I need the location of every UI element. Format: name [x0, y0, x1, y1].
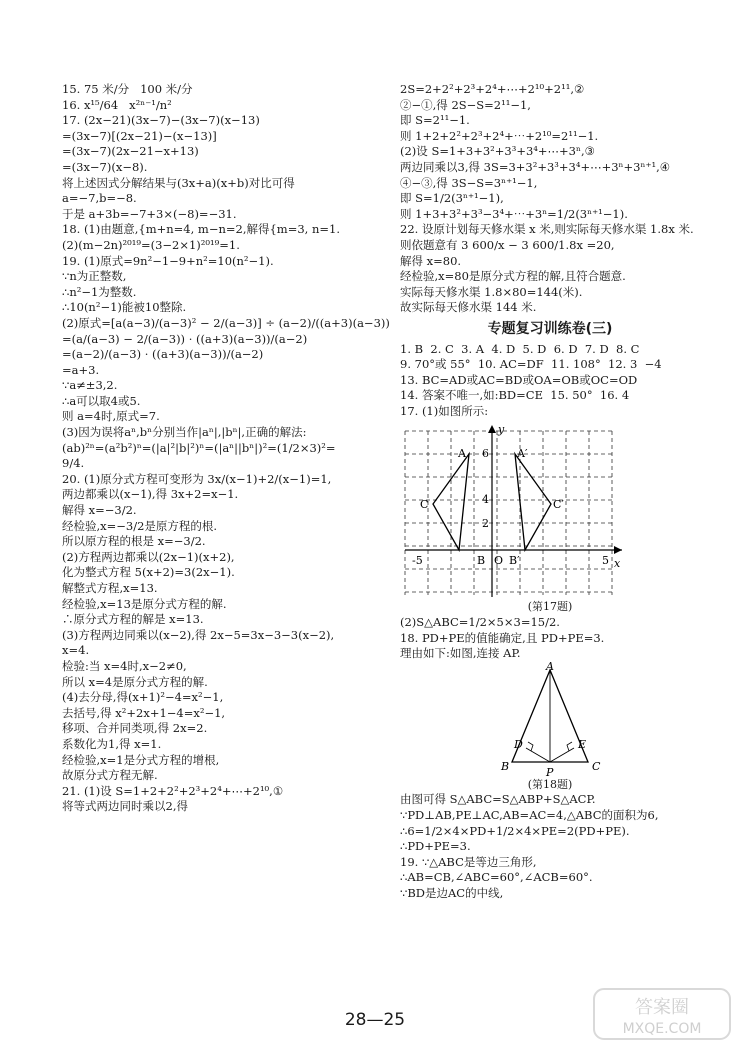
text-line: ②−①,得 2S−S=2¹¹−1, — [400, 97, 531, 112]
tick-5: 5 — [602, 554, 609, 568]
text-line: 则 1+3+3²+3³−3⁴+⋯+3ⁿ=1/2(3ⁿ⁺¹−1). — [400, 206, 628, 221]
watermark-bottom: MXQE.COM — [622, 1021, 702, 1037]
text-line: 去括号,得 x²+2x+1−4=x²−1, — [62, 705, 226, 720]
right-column — [400, 82, 700, 902]
text-line: 经检验,x=1是分式方程的增根, — [62, 752, 220, 767]
text-line: 19. (1)原式=9n²−1−9+n²=10(n²−1). — [62, 253, 274, 268]
text-line: 18. (1)由题意,{m+n=4, m−n=2,解得{m=3, n=1. — [62, 222, 340, 237]
figure-17-grid — [400, 419, 630, 599]
text-line: ∴a可以取4或5. — [62, 393, 141, 408]
tick-6: 6 — [482, 447, 489, 461]
text-line: 两边都乘以(x−1),得 3x+2=x−1. — [62, 487, 239, 502]
text-line: ∴10(n²−1)能被10整除. — [62, 300, 187, 315]
figure-17-caption: (第17题) — [527, 600, 573, 614]
text-line: 由图可得 S△ABC=S△ABP+S△ACP. — [400, 792, 596, 807]
text-line: 所以原方程的根是 x=−3/2. — [62, 534, 206, 549]
text-line: 15. 75 米/分 100 米/分 — [62, 82, 193, 96]
label-B: B — [501, 759, 510, 773]
right-column-mid — [400, 342, 700, 420]
text-line: 故实际每天修水渠 144 米. — [400, 300, 537, 315]
label-C: C — [592, 759, 601, 773]
text-line: ∵a≠±3,2. — [62, 378, 118, 393]
text-line: 9. 70°或 55° 10. AC=DF 11. 108° 12. 3 −4 — [400, 357, 662, 372]
text-line: 13. BC=AD或AC=BD或OA=OB或OC=OD — [400, 372, 638, 387]
text-line: (2)(m−2n)²⁰¹⁹=(3−2×1)²⁰¹⁹=1. — [62, 237, 240, 252]
watermark-logo — [592, 987, 732, 1041]
text-line: (ab)²ⁿ=(a²b²)ⁿ=(|a|²|b|²)ⁿ=(|aⁿ||bⁿ|)²=(1/2×3)²= — [62, 440, 336, 455]
text-line: 1. B 2. C 3. A 4. D 5. D 6. D 7. D 8. C — [400, 341, 640, 356]
label-C: C — [420, 498, 429, 512]
text-line: 17. (2x−21)(3x−7)−(3x−7)(x−13) — [62, 113, 260, 128]
tick-4: 4 — [482, 493, 489, 507]
text-line: 22. 设原计划每天修水渠 x 米,则实际每天修水渠 1.8x 米. — [400, 222, 694, 237]
text-line: ∵PD⊥AB,PE⊥AC,AB=AC=4,△ABC的面积为6, — [400, 808, 659, 823]
text-line: =(3x−7)[(2x−21)−(x−13)] — [62, 128, 217, 143]
label-B: B — [477, 554, 486, 568]
text-line: x=4. — [62, 643, 90, 658]
right-column-after-17 — [400, 615, 700, 662]
text-line: 经检验,x=80是原分式方程的解,且符合题意. — [400, 269, 626, 284]
text-line: 解得 x=80. — [400, 253, 462, 268]
label-x: x — [614, 557, 621, 571]
text-line: 16. x¹⁵/64 x²ⁿ⁻¹/n² — [62, 97, 172, 112]
text-line: 14. 答案不唯一,如:BD=CE 15. 50° 16. 4 — [400, 388, 630, 403]
label-C-prime: C′ — [553, 498, 564, 512]
text-line: =(3x−7)(x−8). — [62, 159, 148, 174]
label-A: A — [546, 661, 554, 673]
label-O: O — [494, 554, 504, 568]
text-line: 移项、合并同类项,得 2x=2. — [62, 721, 208, 736]
text-line: 解得 x=−3/2. — [62, 503, 137, 518]
text-line: 18. PD+PE的值能确定,且 PD+PE=3. — [400, 630, 605, 645]
text-line: 化为整式方程 5(x+2)=3(2x−1). — [62, 565, 235, 580]
text-line: 经检验,x=13是原分式方程的解. — [62, 596, 227, 611]
text-line: 9/4. — [62, 456, 85, 471]
text-line: 21. (1)设 S=1+2+2²+2³+2⁴+⋯+2¹⁰,① — [62, 783, 284, 798]
text-line: (2)设 S=1+3+3²+3³+3⁴+⋯+3ⁿ,③ — [400, 144, 595, 159]
text-line: ∵BD是边AC的中线, — [400, 886, 504, 900]
text-line: 将等式两边同时乘以2,得 — [62, 799, 188, 814]
text-line: 将上述因式分解结果与(3x+a)(x+b)对比可得 — [62, 175, 295, 190]
text-line: 检验:当 x=4时,x−2≠0, — [62, 658, 187, 673]
watermark-top: 答案圈 — [635, 997, 689, 1018]
section-heading: 专题复习训练卷(三) — [487, 320, 613, 337]
text-line: 实际每天修水渠 1.8×80=144(米). — [400, 284, 583, 299]
text-line: ∴AB=CB,∠ABC=60°,∠ACB=60°. — [400, 870, 593, 885]
text-line: 则 1+2+2²+2³+2⁴+⋯+2¹⁰=2¹¹−1. — [400, 128, 599, 143]
text-line: (3)方程两边同乘以(x−2),得 2x−5=3x−3−3(x−2), — [62, 627, 335, 642]
text-line: (2)原式=[a(a−3)/(a−3)² − 2/(a−3)] ÷ (a−2)/((a+3)(a−3)) — [62, 315, 390, 330]
label-A: A — [458, 447, 466, 461]
text-line: 则依题意有 3 600/x − 3 600/1.8x =20, — [400, 237, 615, 252]
text-line: ∴6=1/2×4×PD+1/2×4×PE=2(PD+PE). — [400, 823, 630, 838]
text-line: 经检验,x=−3/2是原方程的根. — [62, 518, 218, 533]
text-line: a=−7,b=−8. — [62, 191, 137, 206]
text-line: (4)去分母,得(x+1)²−4=x²−1, — [62, 690, 224, 705]
figure-18-triangle — [400, 662, 700, 777]
right-column-bottom — [400, 792, 700, 901]
text-line: 17. (1)如图所示: — [400, 403, 489, 418]
text-line: ∴PD+PE=3. — [400, 839, 471, 854]
label-A-prime: A′ — [517, 447, 528, 461]
text-line: =(a−2)/(a−3) · ((a+3)(a−3))/(a−2) — [62, 347, 264, 362]
text-line: 系数化为1,得 x=1. — [62, 736, 162, 751]
text-line: 解整式方程,x=13. — [62, 581, 158, 595]
label-P: P — [546, 765, 554, 777]
text-line: 所以 x=4是原分式方程的解. — [62, 674, 208, 689]
text-line: 则 a=4时,原式=7. — [62, 409, 160, 424]
label-B-prime: B′ — [509, 554, 520, 568]
text-line: ④−③,得 3S−S=3ⁿ⁺¹−1, — [400, 175, 538, 190]
text-line: 即 S=2¹¹−1. — [400, 113, 470, 128]
label-D: D — [514, 737, 523, 751]
text-line: 理由如下:如图,连接 AP. — [400, 646, 521, 661]
label-E: E — [578, 737, 587, 751]
text-line: ∵n为正整数, — [62, 269, 127, 284]
text-line: 19. ∵△ABC是等边三角形, — [400, 854, 537, 869]
text-line: (3)因为误将aⁿ,bⁿ分别当作|aⁿ|,|bⁿ|,正确的解法: — [62, 425, 307, 440]
text-line: (2)S△ABC=1/2×5×3=15/2. — [400, 615, 560, 630]
right-column-top — [400, 82, 700, 316]
text-line: 即 S=1/2(3ⁿ⁺¹−1), — [400, 191, 504, 206]
text-line: =(a/(a−3) − 2/(a−3)) · ((a+3)(a−3))/(a−2) — [62, 331, 308, 346]
tick-minus-5: -5 — [412, 554, 423, 568]
text-line: 故原分式方程无解. — [62, 768, 158, 783]
page-number: 28—25 — [344, 1010, 406, 1030]
figure-18-caption: (第18题) — [527, 777, 573, 791]
text-line: 于是 a+3b=−7+3×(−8)=−31. — [62, 206, 237, 221]
text-line: (2)方程两边都乘以(2x−1)(x+2), — [62, 549, 235, 564]
text-line: =a+3. — [62, 362, 100, 377]
text-line: ∴原分式方程的解是 x=13. — [62, 612, 204, 627]
label-y: y — [498, 423, 505, 437]
tick-2: 2 — [482, 517, 489, 531]
left-column — [62, 82, 390, 815]
text-line: ∴n²−1为整数. — [62, 284, 137, 299]
text-line: 2S=2+2²+2³+2⁴+⋯+2¹⁰+2¹¹,② — [400, 82, 585, 96]
text-line: 两边同乘以3,得 3S=3+3²+3³+3⁴+⋯+3ⁿ+3ⁿ⁺¹,④ — [400, 159, 671, 174]
text-line: 20. (1)原分式方程可变形为 3x/(x−1)+2/(x−1)=1, — [62, 471, 332, 486]
text-line: =(3x−7)(2x−21−x+13) — [62, 144, 199, 159]
